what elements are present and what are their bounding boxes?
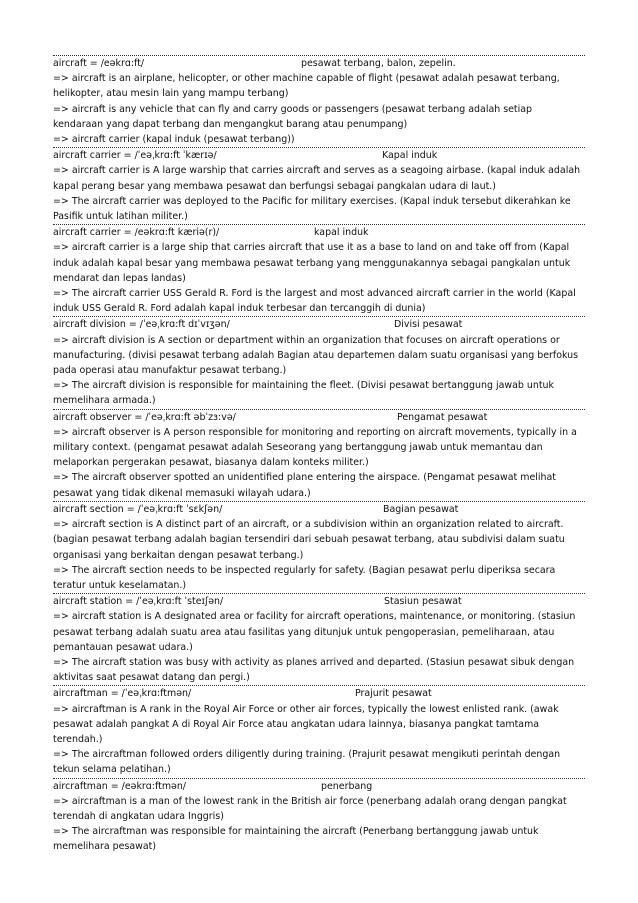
entry-translation: penerbang (321, 780, 373, 792)
entry-headword: aircraft observer = /ˈeəˌkrɑ:ft əbˈzɜ:və/ (53, 411, 236, 423)
entry-headword-line (53, 148, 585, 163)
entry-translation: kapal induk (314, 227, 369, 239)
dictionary-entry (53, 224, 585, 316)
entry-translation: pesawat terbang, balon, zepelin. (301, 58, 456, 69)
entry-headword: aircraft carrier = /eəkrɑ:ft kæriə(r)/ (53, 227, 220, 239)
entry-definition: => aircraftman is a man of the lowest rank in the British air force (penerbang adalah orang dengan pangkat terendah di angkatan udara Inggris) (53, 795, 567, 822)
dictionary-entry (53, 316, 585, 408)
entry-headword-line (53, 779, 585, 794)
entry-example: => The aircraft division is responsible for maintaining the fleet. (Divisi pesawat bertanggung jawab untuk memelihara armada.) (53, 380, 554, 407)
entry-headword: aircraft section = /ˈeəˌkrɑ:ft ˈsɛkʃən/ (53, 503, 223, 515)
entry-translation: Kapal induk (382, 150, 438, 162)
entry-definition: => aircraft observer is A person responsible for monitoring and reporting on aircraft movements, typically in a military context. (pengamat pesawat adalah Seseorang yang bertanggung jawab untuk memantau dan melaporkan pergerakan pesawat, biasanya dalam konteks militer.) (53, 426, 577, 469)
entry-example: => The aircraft observer spotted an unidentified plane entering the airspace. (Pengamat pesawat melihat pesawat yang tidak dikenal memasuki wilayah udara.) (53, 472, 556, 499)
dictionary-entry (53, 685, 585, 777)
entry-headword-line (53, 502, 585, 517)
entry-headword-line (53, 56, 585, 71)
entry-headword: aircraft station = /ˈeəˌkrɑ:ft ˈsteɪʃən/ (53, 596, 224, 608)
dictionary-entry (53, 55, 585, 147)
entry-headword: aircraftman = /ˈeəˌkrɑ:ftmən/ (53, 688, 192, 700)
entry-example: => The aircraft station was busy with activity as planes arrived and departed. (Stasiun pesawat sibuk dengan aktivitas saat pesawat datang dan pergi.) (53, 656, 575, 684)
entry-headword: aircraftman = /eəkrɑ:ftmən/ (53, 780, 186, 792)
dictionary-page (53, 55, 585, 855)
entry-definition: => aircraft is any vehicle that can fly and carry goods or passengers (pesawat terbang adalah setiap kendaraan yang dapat terbang dan mengangkut barang atau penumpang) (53, 103, 533, 130)
entry-headword: aircraft division = /ˈeəˌkrɑ:ft dɪˈvɪʒən/ (53, 319, 230, 331)
entry-translation: Stasiun pesawat (384, 596, 462, 608)
entry-headword-line (53, 317, 585, 332)
entry-translation: Divisi pesawat (394, 319, 463, 331)
entry-headword: aircraft = /eəkrɑ:ft/ (53, 58, 145, 69)
dictionary-entry (53, 147, 585, 224)
entry-definition: => aircraft section is A distinct part of an aircraft, or a subdivision within an organization related to aircraft. (bagian pesawat terbang adalah bagian tersendiri dari sebuah pesawat terbang, atau subdivisi dalam suatu organisasi yang berkaitan dengan pesawat terbang.) (53, 519, 565, 561)
entry-definition: => aircraft division is A section or department within an organization that focuses on aircraft operations or manufacturing. (divisi pesawat terbang adalah Bagian atau departemen dalam suatu organisasi yang berfokus pada operasi atau manufaktur pesawat terbang.) (53, 334, 579, 377)
dictionary-entry (53, 593, 585, 685)
entry-definition: => aircraftman is A rank in the Royal Air Force or other air forces, typically the lowest enlisted rank. (awak pesawat adalah pangkat A di Royal Air Force atau angkatan udara lainnya, biasanya pangkat tamtama terendah.) (53, 703, 559, 745)
entry-definition: => aircraft carrier is a large ship that carries aircraft that use it as a base to land on and take off from (Kapal induk adalah kapal besar yang membawa pesawat terbang yang menggunakannya sebagai pangkalan untuk mendarat dan lepas landas) (53, 242, 571, 284)
entry-example: => The aircraft section needs to be inspected regularly for safety. (Bagian pesawat perlu diperiksa secara teratur untuk keselamatan.) (53, 564, 556, 591)
entry-example: => The aircraftman was responsible for maintaining the aircraft (Penerbang bertanggung jawab untuk memelihara pesawat) (53, 826, 539, 853)
entry-translation: Pengamat pesawat (397, 411, 488, 423)
entry-definition: => aircraft carrier (kapal induk (pesawat terbang)) (53, 134, 295, 146)
entry-definition: => aircraft is an airplane, helicopter, or other machine capable of flight (pesawat adalah pesawat terbang, helikopter, atau mesin lain yang mampu terbang) (53, 73, 560, 100)
entry-translation: Prajurit pesawat (355, 688, 432, 700)
dictionary-entry (53, 501, 585, 593)
entry-headword-line (53, 594, 585, 609)
entry-headword: aircraft carrier = /ˈeəˌkrɑ:ft ˈkærɪə/ (53, 150, 217, 162)
entry-headword-line (53, 686, 585, 701)
entry-translation: Bagian pesawat (383, 503, 459, 515)
dictionary-entry (53, 409, 585, 501)
entry-example: => The aircraft carrier was deployed to the Pacific for military exercises. (Kapal induk tersebut dikerahkan ke Pasifik untuk latihan militer.) (53, 195, 571, 223)
entry-definition: => aircraft carrier is A large warship that carries aircraft and serves as a seagoing airbase. (kapal induk adalah kapal perang besar yang membawa pesawat dan berfungsi sebagai pangkalan udara di laut.) (53, 165, 581, 192)
entry-definition: => aircraft station is A designated area or facility for aircraft operations, maintenance, or monitoring. (stasiun pesawat terbang adalah suatu area atau fasilitas yang ditunjuk untuk pengoperasian, pemeliharaan, atau pemantauan pesawat udara.) (53, 611, 576, 653)
entry-example: => The aircraft carrier USS Gerald R. Ford is the largest and most advanced aircraft carrier in the world (Kapal induk USS Gerald R. Ford adalah kapal induk terbesar dan tercanggih di dunia) (53, 288, 576, 315)
entry-headword-line (53, 410, 585, 425)
entry-headword-line (53, 225, 585, 240)
dictionary-entry (53, 778, 585, 855)
entry-example: => The aircraftman followed orders diligently during training. (Prajurit pesawat mengikuti perintah dengan tekun selama pelatihan.) (53, 749, 561, 776)
